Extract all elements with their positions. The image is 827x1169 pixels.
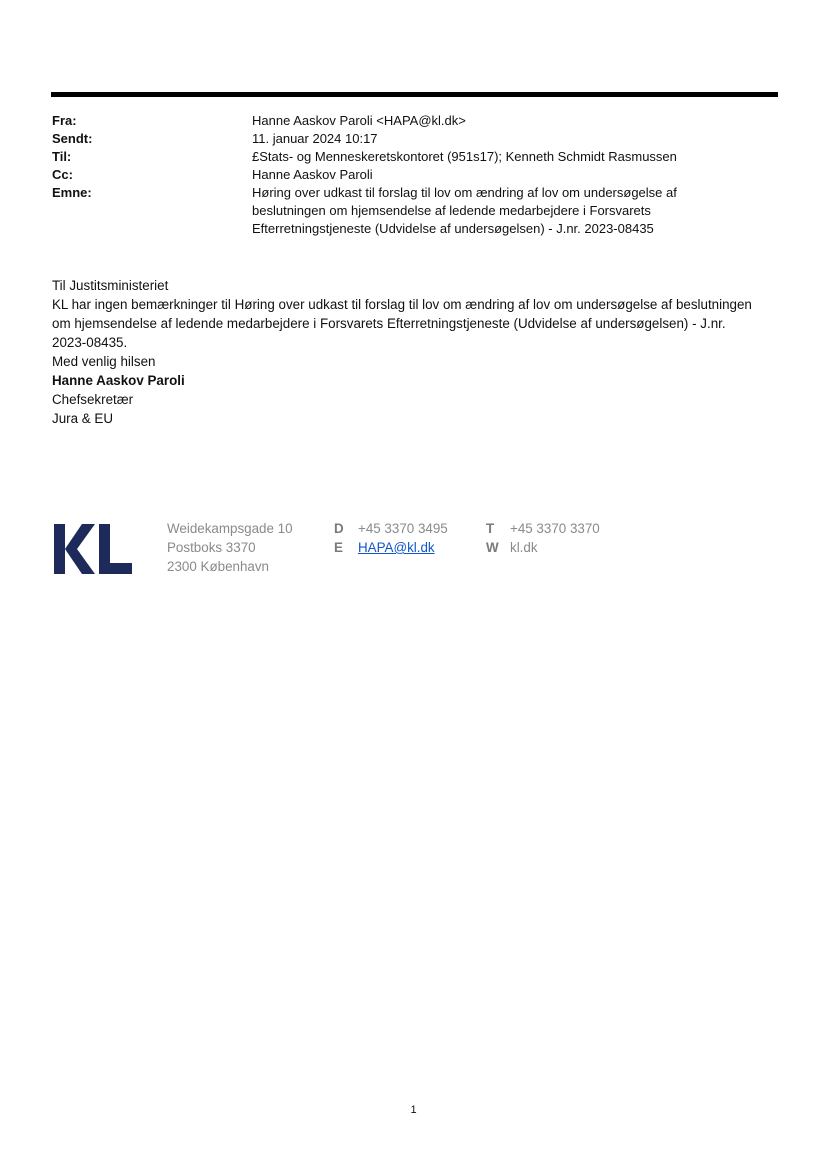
direct-contact [334,519,448,557]
header-row-cc [52,166,752,184]
website: kl.dk [510,540,538,555]
email-signature [52,516,652,586]
general-contact [486,519,600,557]
email-label: E [334,540,343,555]
phone-label: T [486,521,495,536]
direct-phone: +45 3370 3495 [358,521,448,536]
header-value: 11. januar 2024 10:17 [252,131,378,146]
header-row-subject [52,184,752,238]
main-phone: +45 3370 3370 [510,521,600,536]
header-value: Hanne Aaskov Paroli <HAPA@kl.dk> [252,113,466,128]
web-line [486,538,600,557]
email-header [52,112,752,238]
sender-name: Hanne Aaskov Paroli [52,373,185,388]
header-value: Høring over udkast til forslag til lov om ændring af lov om undersøgelse af beslutningen om hjemsendelse af ledende medarbejdere i Forsvarets Efterretningstjeneste (Udvidelse af undersøgelsen) - J.nr. 2023-08435 [252,185,677,236]
header-label: Sendt: [52,131,93,146]
header-label: Cc: [52,167,73,182]
header-rule [51,92,778,97]
address-pobox: Postboks 3370 [167,540,256,555]
page-number: 1 [410,1104,417,1116]
greeting: Med venlig hilsen [52,354,156,369]
header-row-from [52,112,752,130]
sender-role: Chefsekretær [52,392,134,407]
header-label: Til: [52,149,72,164]
header-label: Emne: [52,185,92,200]
message-text: KL har ingen bemærkninger til Høring over udkast til forslag til lov om ændring af lov om undersøgelse af beslutningen om hjemsendelse af ledende medarbejdere i Forsvarets Efterretningstjeneste (Udvidelse af undersøgelsen) - J.nr. 2023-08435. [52,297,752,350]
address-city: 2300 København [167,559,269,574]
email-body [52,276,752,428]
web-label: W [486,540,499,555]
direct-label: D [334,521,344,536]
kl-logo [52,522,134,576]
email-link[interactable]: HAPA@kl.dk [358,540,435,555]
header-row-to [52,148,752,166]
email-line [334,538,448,557]
header-value: Hanne Aaskov Paroli [252,167,373,182]
address-street: Weidekampsgade 10 [167,521,293,536]
header-row-sent [52,130,752,148]
address-block [167,519,293,576]
header-value: £Stats- og Menneskeretskontoret (951s17); Kenneth Schmidt Rasmussen [252,149,677,164]
phone-line [486,519,600,538]
salutation: Til Justitsministeriet [52,278,169,293]
header-label: Fra: [52,113,77,128]
sender-department: Jura & EU [52,411,114,426]
direct-phone-line [334,519,448,538]
